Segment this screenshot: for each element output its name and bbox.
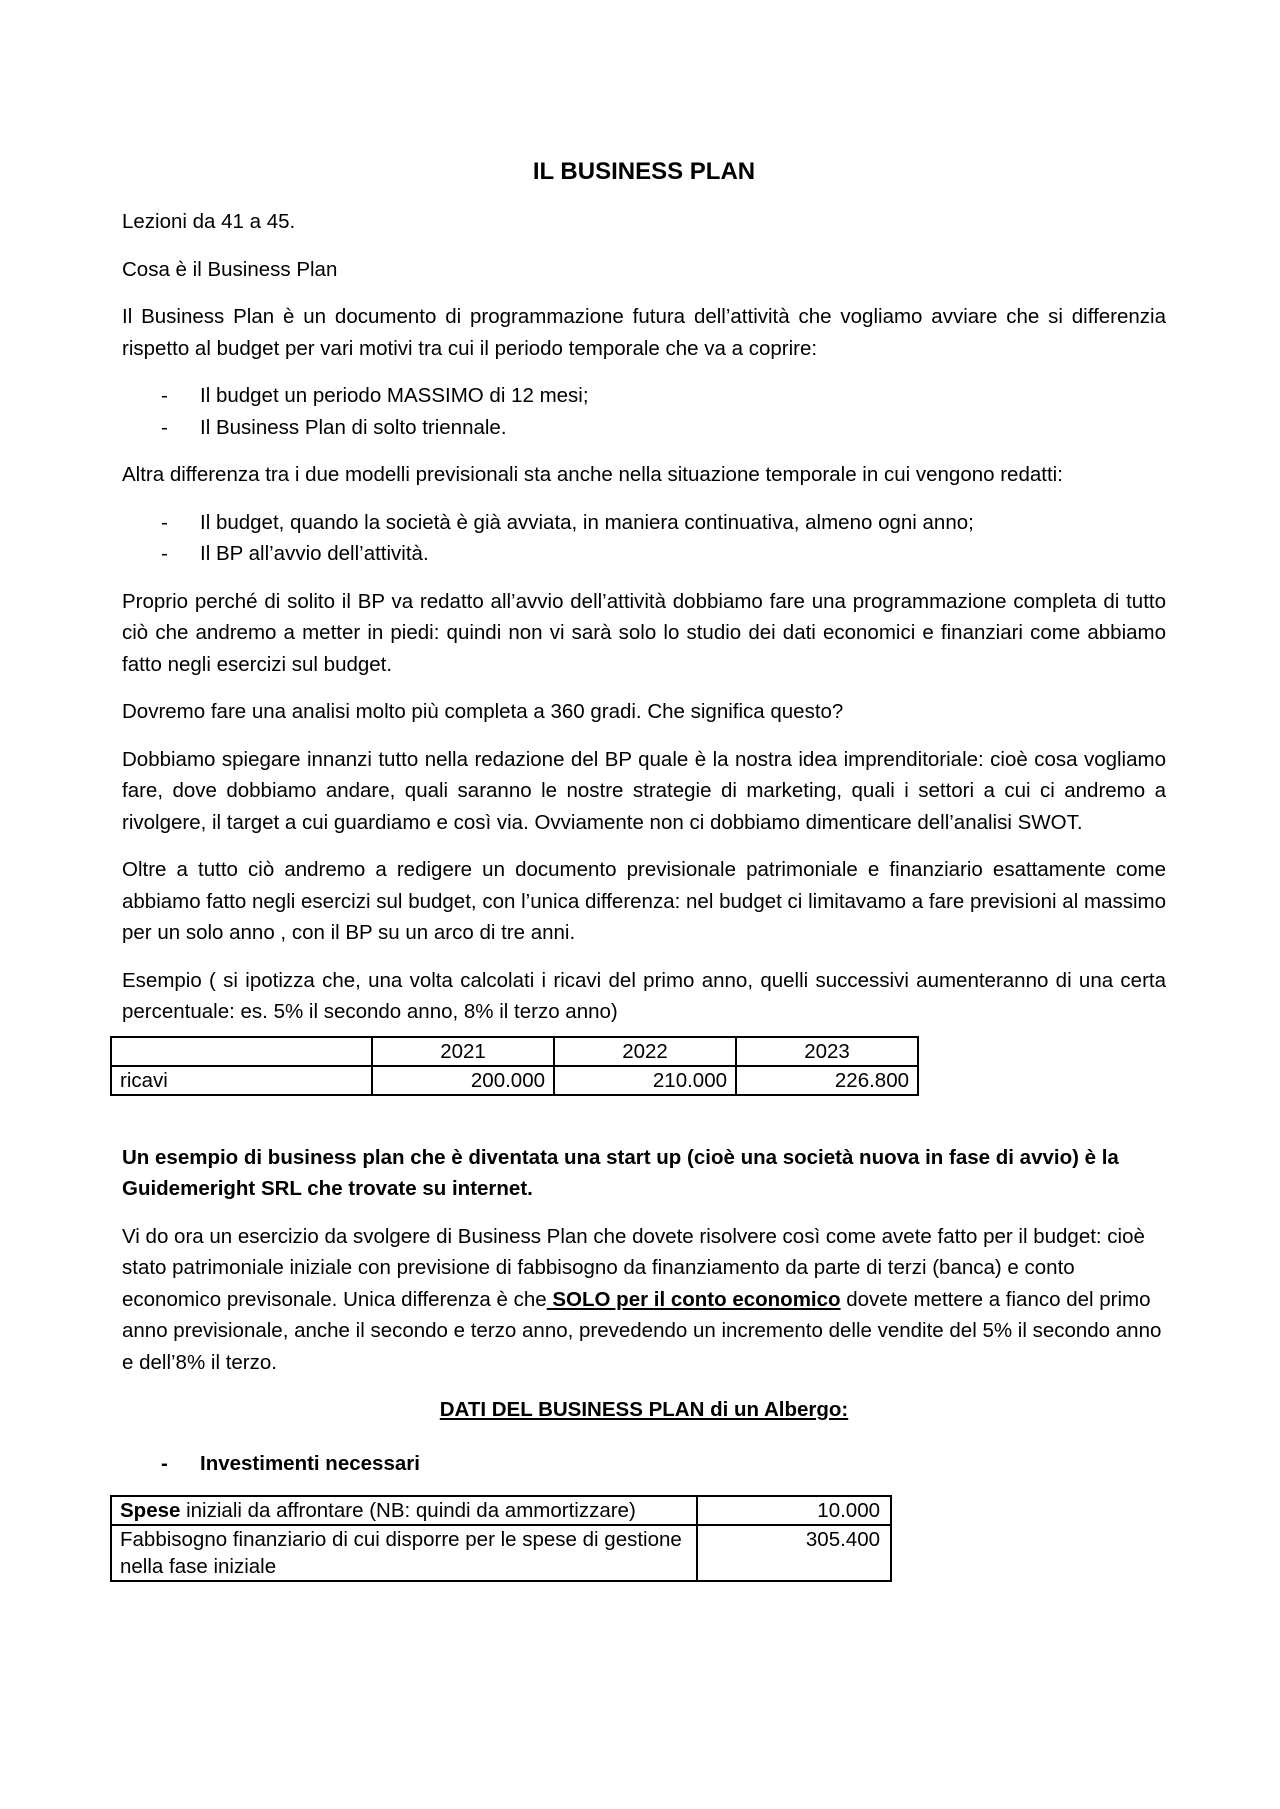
exercise-paragraph [122,1221,1166,1379]
table-row [111,1066,918,1095]
emphasis-text: SOLO per il conto economico [546,1287,841,1311]
timing-list [122,507,1166,570]
paragraph-forecast: Oltre a tutto ciò andremo a redigere un documento previsionale patrimoniale e finanziario esattamente come abbiamo fatto negli esercizi sul budget, con l’unica differenza: nel budget ci limitavamo a fare previsioni al massimo per un solo anno , con il BP su un arco di tre anni. [122,858,1166,944]
question-line: Cosa è il Business Plan [122,257,338,281]
document-body [122,152,1166,1582]
exercise-text: Vi do ora un esercizio da svolgere di Business Plan che dovete risolvere così come avete fatto per il budget: cioè stato patrimoniale iniziale con previsione di fabbisogno da finanziamento da parte di terzi (banca) e conto economico previsonale. Unica differenza è che [122,1224,1145,1311]
value-cell: 200.000 [372,1066,554,1095]
value-cell: 10.000 [697,1496,891,1525]
list-item: - Il BP all’avvio dell’attività. [122,538,1166,570]
row-label [111,1496,697,1525]
lessons-line: Lezioni da 41 a 45. [122,210,296,233]
investment-table [110,1495,892,1582]
investment-list [122,1448,1166,1480]
value-cell: 210.000 [554,1066,736,1095]
list-item-investments: - Investimenti necessari [122,1448,1166,1480]
startup-example: Un esempio di business plan che è diventata una start up (cioè una società nuova in fase di avvio) è la Guidemeright SRL che trovate su internet. [122,1145,1119,1200]
table-row [111,1525,891,1581]
row-label: ricavi [111,1066,372,1095]
period-list [122,380,1166,443]
paragraph-example: Esempio ( si ipotizza che, una volta calcolati i ricavi del primo anno, quelli successivi aumenteranno di una certa percentuale: es. 5% il secondo anno, 8% il terzo anno) [122,968,1166,1023]
paragraph-analysis: Dovremo fare una analisi molto più completa a 360 gradi. Che significa questo? [122,700,844,723]
paragraph-programming: Proprio perché di solito il BP va redatto all’avvio dell’attività dobbiamo fare una programmazione completa di tutto ciò che andremo a metter in piedi: quindi non vi sarà solo lo studio dei dati economici e finanziari come abbiamo fatto negli esercizi sul budget. [122,589,1166,676]
list-item: - Il budget, quando la società è già avviata, in maniera continuativa, almeno ogni anno; [122,507,1166,539]
paragraph-idea: Dobbiamo spiegare innanzi tutto nella redazione del BP quale è la nostra idea imprenditoriale: cioè cosa vogliamo fare, dove dobbiamo andare, quali saranno le nostre strategie di marketing, quali i settori a cui ci andremo a rivolgere, il target a cui guardiamo e così via. Ovviamente non ci dobbiamo dimenticare dell’analisi SWOT. [122,747,1166,834]
year-cell: 2023 [736,1037,918,1066]
value-cell: 226.800 [736,1066,918,1095]
paragraph-difference: Altra differenza tra i due modelli previsionali sta anche nella situazione temporale in cui vengono redatti: [122,463,1063,486]
list-item: - Il budget un periodo MASSIMO di 12 mesi; [122,380,1166,412]
section-heading [122,1394,1166,1426]
value-cell: 305.400 [697,1525,891,1581]
page-title: IL BUSINESS PLAN [532,158,756,185]
section-heading-text: DATI DEL BUSINESS PLAN di un Albergo: [439,1398,849,1421]
label-rest: iniziali da affrontare (NB: quindi da ammortizzare) [180,1499,636,1522]
list-item: - Il Business Plan di solto triennale. [122,412,1166,444]
paragraph-definition: Il Business Plan è un documento di programmazione futura dell’attività che vogliamo avviare che si differenzia rispetto al budget per vari motivi tra cui il periodo temporale che va a coprire: [122,305,1166,360]
table-row [111,1037,918,1066]
table-cell [111,1037,372,1066]
revenue-table [110,1036,919,1096]
exercise-text: dovete mettere a fianco del primo anno previsionale, anche il secondo e terzo anno, prevedendo un incremento delle vendite del 5% il secondo anno e dell’8% il terzo. [122,1287,1162,1374]
row-label: Fabbisogno finanziario di cui disporre per le spese di gestione nella fase iniziale [111,1525,697,1581]
table-row [111,1496,891,1525]
label-bold: Spese [120,1499,181,1522]
year-cell: 2021 [372,1037,554,1066]
year-cell: 2022 [554,1037,736,1066]
